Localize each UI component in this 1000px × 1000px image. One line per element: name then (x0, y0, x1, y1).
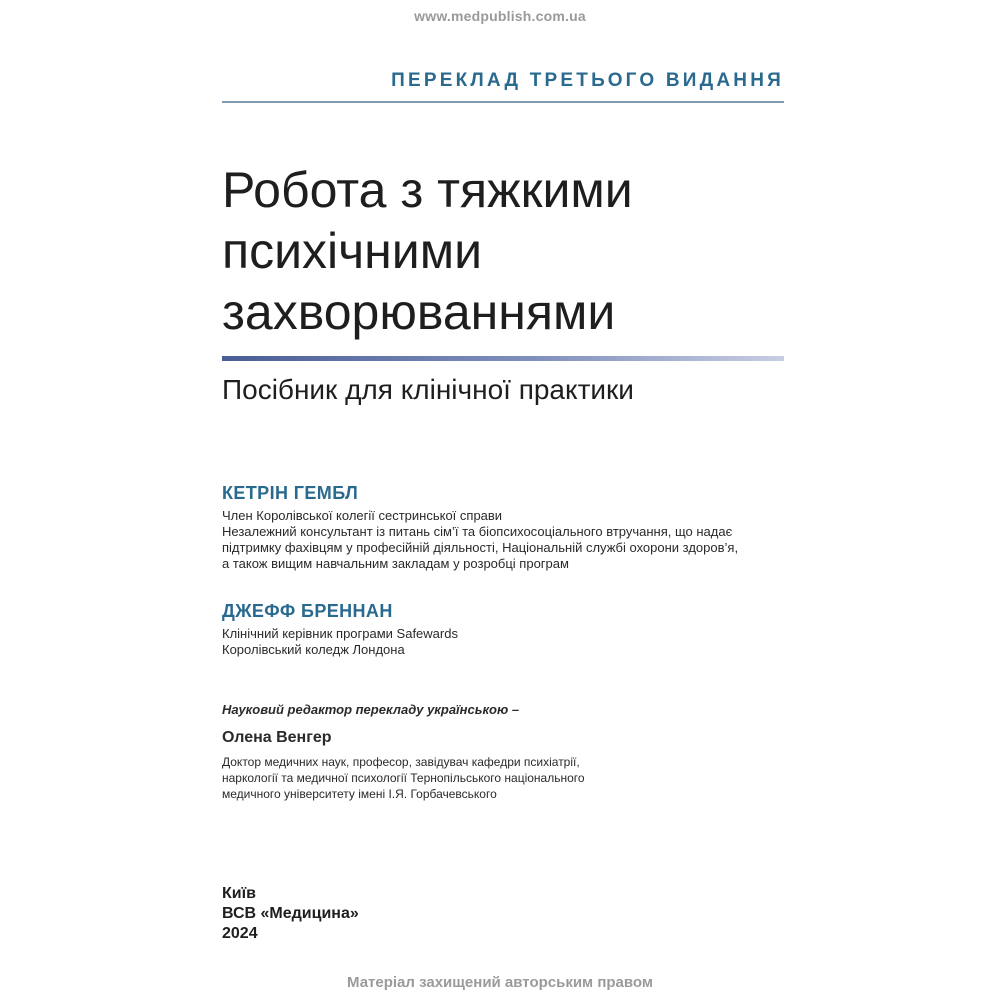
imprint-year: 2024 (222, 925, 258, 942)
watermark-bottom: Матеріал захищений авторським правом (347, 974, 653, 991)
author-name: КЕТРІН ГЕМБЛ (222, 483, 359, 503)
imprint-publisher: ВСВ «Медицина» (222, 905, 359, 922)
watermark-top: www.medpublish.com.ua (414, 8, 586, 24)
editor-label: Науковий редактор перекладу українською – (222, 702, 520, 717)
credential-line: Доктор медичних наук, професор, завідувач кафедри психіатрії, (222, 755, 580, 769)
book-title (222, 160, 802, 343)
credential-line: медичного університету імені І.Я. Горбачевського (222, 787, 497, 801)
author-credentials (222, 508, 782, 572)
title-line: психічними (222, 223, 483, 279)
author-name: ДЖЕФФ БРЕННАН (222, 601, 393, 621)
editor-name: Олена Венгер (222, 729, 332, 746)
credential-line: Королівський коледж Лондона (222, 642, 405, 657)
credential-line: Член Королівської колегії сестринської справи (222, 508, 503, 523)
author-credentials (222, 626, 782, 658)
credential-line: підтримку фахівцям у професійній діяльності, Національній службі охорони здоров’я, (222, 540, 739, 555)
credential-line: а також вищим навчальним закладам у розробці програм (222, 556, 569, 571)
title-line: захворюваннями (222, 284, 616, 340)
title-line: Робота з тяжкими (222, 162, 633, 218)
credential-line: наркології та медичної психології Тернопільського національного (222, 771, 585, 785)
credential-line: Клінічний керівник програми Safewards (222, 626, 458, 641)
imprint (222, 884, 359, 944)
edition-label: ПЕРЕКЛАД ТРЕТЬОГО ВИДАННЯ (391, 70, 784, 91)
title-divider (222, 356, 784, 361)
book-subtitle: Посібник для клінічної практики (222, 374, 634, 405)
editor-credentials (222, 754, 782, 802)
credential-line: Незалежний консультант із питань сім’ї та біопсихосоціального втручання, що надає (222, 524, 733, 539)
imprint-city: Київ (222, 885, 256, 902)
top-divider (222, 101, 784, 103)
